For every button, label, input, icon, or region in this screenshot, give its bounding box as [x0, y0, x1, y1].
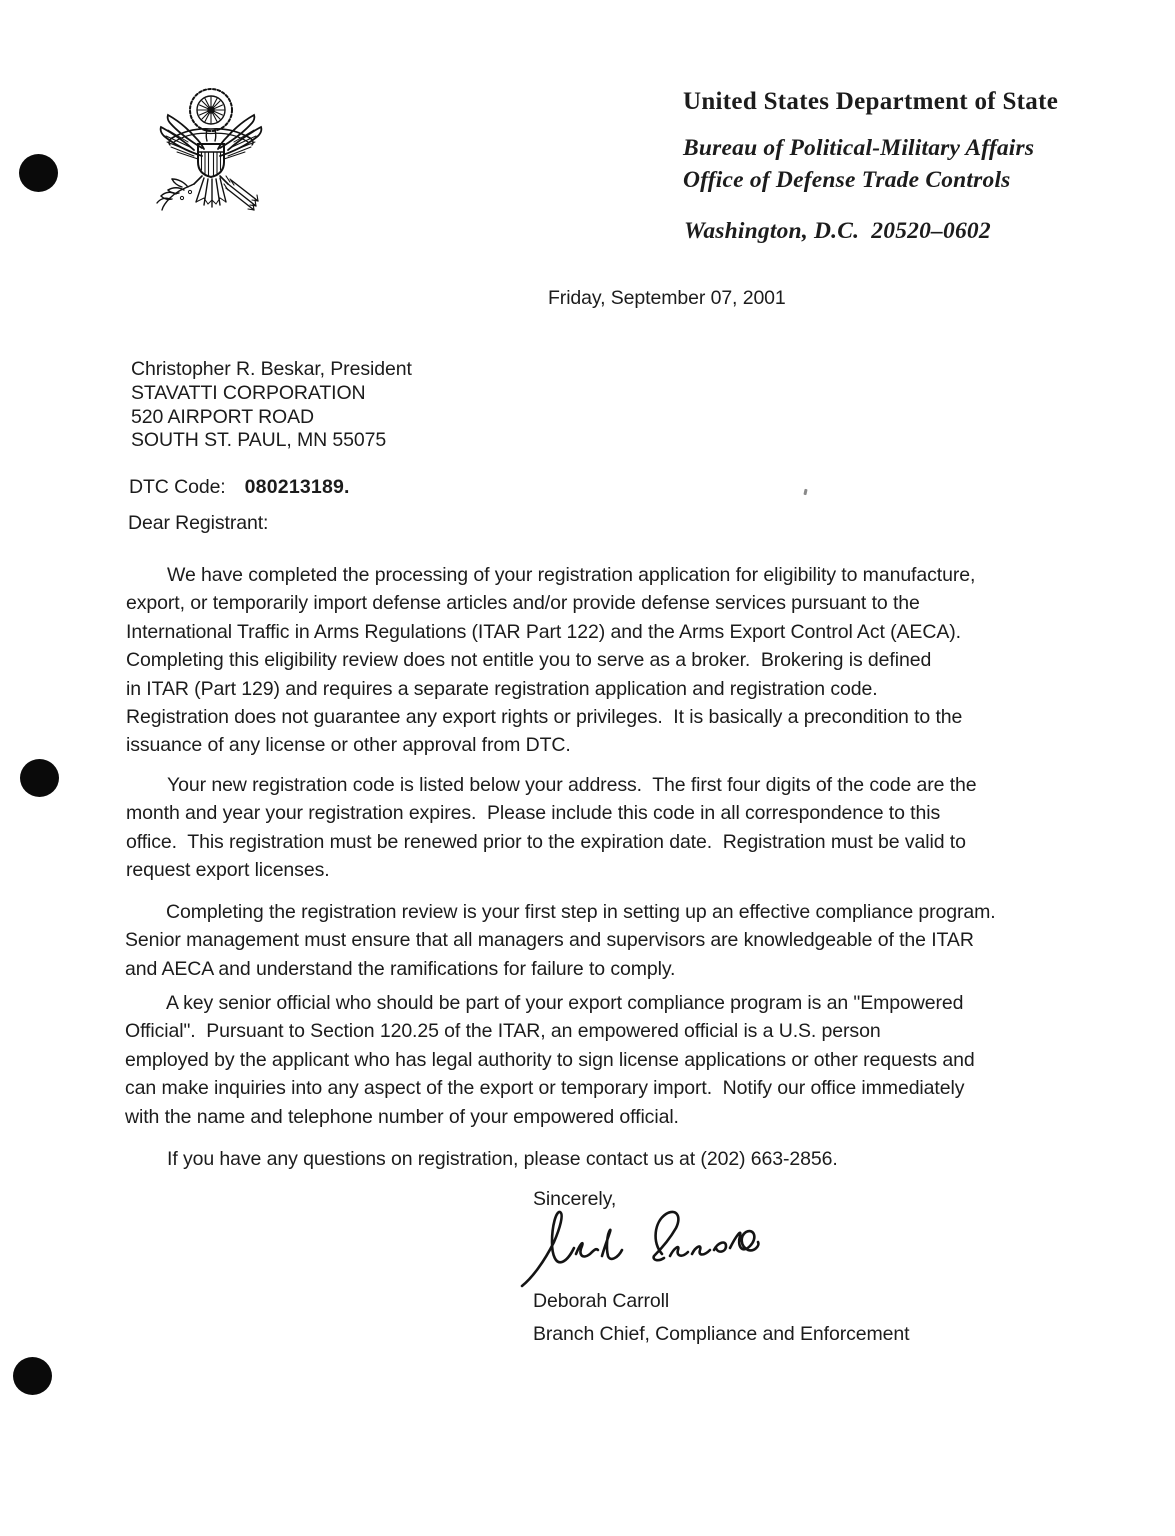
hole-punch-mark [19, 154, 58, 192]
text-line: issuance of any license or other approval from DTC. [126, 734, 571, 757]
text-line: A key senior official who should be part of your export compliance program is an "Empowered [166, 992, 964, 1014]
text-line: Your new registration code is listed below your address. The first four digits of the code are the [167, 774, 977, 796]
text-line: Registration does not guarantee any export rights or privileges. It is basically a precondition to the [126, 706, 963, 729]
text-line: Completing the registration review is your first step in setting up an effective compliance program. [166, 901, 996, 923]
dtc-code-value: 080213189. [244, 476, 350, 498]
dtc-code-label: DTC Code: [129, 476, 226, 498]
text-line: If you have any questions on registration, please contact us at (202) 663-2856. [167, 1148, 838, 1170]
paragraph-3 [125, 898, 1030, 983]
letterhead-department: United States Department of State [683, 88, 1059, 115]
scan-speck [803, 489, 807, 495]
paragraph-4 [125, 989, 1030, 1131]
paragraph-5 [126, 1145, 1031, 1173]
salutation: Dear Registrant: [128, 512, 269, 534]
text-line: in ITAR (Part 129) and requires a separate registration application and registration code. [126, 677, 878, 700]
hole-punch-mark [20, 759, 59, 797]
hole-punch-mark [13, 1357, 52, 1395]
valediction: Sincerely, [533, 1188, 617, 1210]
text-line: We have completed the processing of your registration application for eligibility to manufacture, [167, 564, 976, 586]
text-line: employed by the applicant who has legal authority to sign license applications or other requests and [125, 1048, 975, 1071]
text-line: and AECA and understand the ramifications for failure to comply. [125, 957, 676, 980]
letterhead-bureau: Bureau of Political-Military Affairs [683, 135, 1035, 161]
text-line: office. This registration must be renewed prior to the expiration date. Registration must be valid to [126, 830, 966, 853]
text-line: 520 AIRPORT ROAD [131, 405, 315, 428]
dtc-code-line [129, 476, 350, 499]
great-seal-eagle-icon [154, 84, 270, 224]
text-line: Senior management must ensure that all managers and supervisors are knowledgeable of the ITAR [125, 929, 974, 952]
text-line: month and year your registration expires. Please include this code in all correspondence to this [126, 802, 941, 825]
text-line: can make inquiries into any aspect of the export or temporary import. Notify our office immediately [125, 1077, 965, 1100]
signature-title: Branch Chief, Compliance and Enforcement [533, 1323, 910, 1345]
text-line: Christopher R. Beskar, President [131, 358, 412, 380]
paragraph-2 [126, 771, 1031, 885]
text-line: with the name and telephone number of your empowered official. [125, 1105, 679, 1128]
text-line: STAVATTI CORPORATION [131, 381, 366, 404]
letter-date: Friday, September 07, 2001 [548, 287, 786, 309]
signature-name: Deborah Carroll [533, 1290, 670, 1312]
text-line: SOUTH ST. PAUL, MN 55075 [131, 429, 387, 452]
text-line: request export licenses. [126, 859, 330, 882]
handwritten-signature [502, 1198, 767, 1294]
paragraph-1 [126, 561, 1031, 760]
letterhead-city-zip: Washington, D.C. 20520–0602 [684, 218, 991, 244]
text-line: export, or temporarily import defense articles and/or provide defense services pursuant to the [126, 592, 920, 615]
text-line: International Traffic in Arms Regulations (ITAR Part 122) and the Arms Export Control Act (AECA). [126, 620, 961, 643]
letterhead-office: Office of Defense Trade Controls [683, 167, 1011, 193]
recipient-address [131, 358, 412, 453]
text-line: Official". Pursuant to Section 120.25 of the ITAR, an empowered official is a U.S. person [125, 1020, 881, 1043]
text-line: Completing this eligibility review does not entitle you to serve as a broker. Brokering is defined [126, 649, 932, 672]
